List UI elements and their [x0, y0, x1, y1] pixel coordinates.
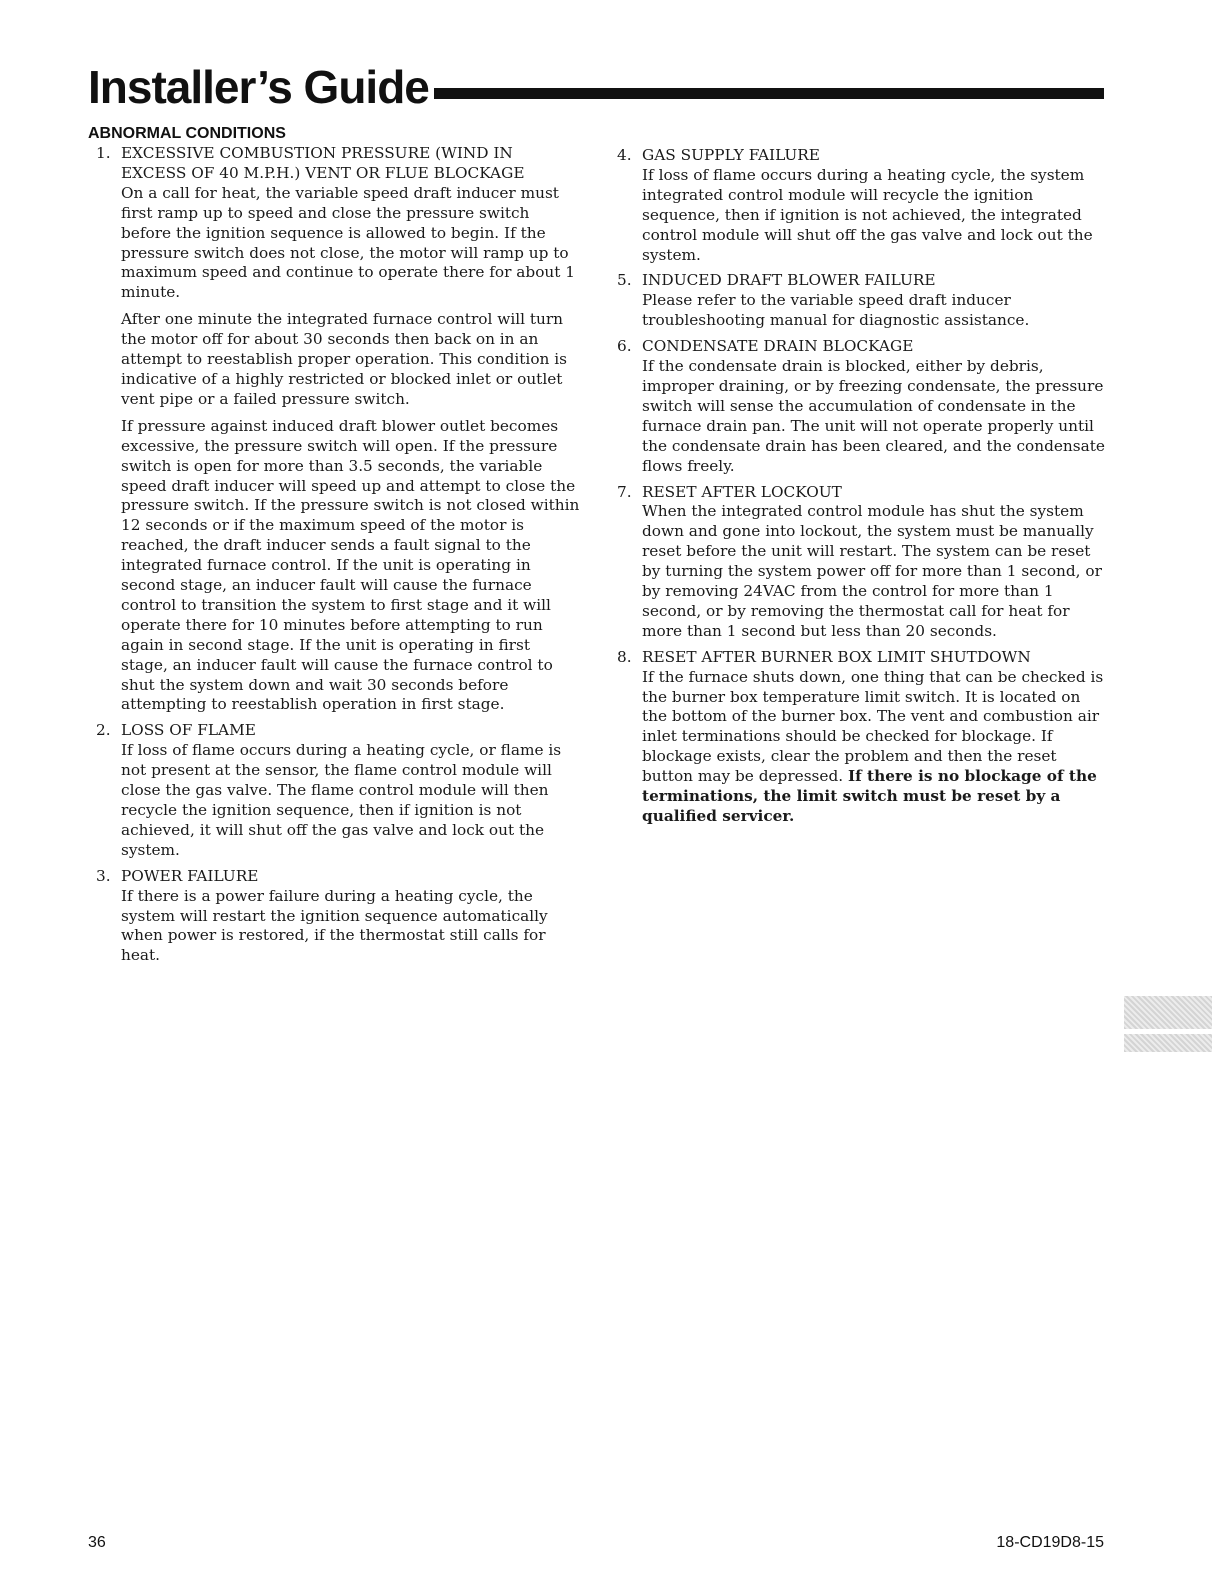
page-header — [88, 62, 1104, 112]
item-number: 7. — [617, 482, 632, 501]
item-paragraph: If pressure against induced draft blower outlet becomes excessive, the pressure switch will open. If the pressure switch is open for more than 3.5 seconds, the variable speed draft inducer will speed up and attempt to close the pressure switch. If the pressure switch is not closed within 12 seconds or if the maximum speed of the motor is reached, the draft inducer sends a fault signal to the integrated furnace control. If the unit is operating in second stage, an inducer fault will cause the furnace control to transition the system to first stage and it will operate there for 10 minutes before attempting to run again in second stage. If the unit is operating in first stage, an inducer fault will cause the furnace control to shut the system down and wait 30 seconds before attempting to reestablish operation in first stage. — [121, 416, 580, 714]
page-number: 36 — [88, 1534, 106, 1551]
scan-artifact — [1124, 1034, 1212, 1052]
condition-item-7 — [617, 483, 1107, 642]
left-column — [96, 144, 580, 972]
section-heading: ABNORMAL CONDITIONS — [88, 125, 286, 142]
item-title: INDUCED DRAFT BLOWER FAILURE — [642, 271, 936, 290]
item-body: If the condensate drain is blocked, either by debris, improper draining, or by freezing condensate, the pressure switch will sense the accumulation of condensate in the furnace drain pan. The unit will not operate properly until the condensate drain has been cleared, and the condensate flows freely. — [642, 357, 1105, 475]
condition-item-2 — [96, 721, 580, 860]
condition-item-5 — [617, 271, 1107, 331]
item-body-warning: If there is no blockage of the terminations, the limit switch must be reset by a qualified servicer. — [642, 767, 1097, 825]
header-rule — [434, 88, 1104, 99]
item-number: 3. — [96, 866, 111, 885]
item-paragraph: After one minute the integrated furnace control will turn the motor off for about 30 seconds then back on in an attempt to reestablish proper operation. This condition is indicative of a highly restricted or blocked inlet or outlet vent pipe or a failed pressure switch. — [121, 310, 567, 408]
item-number: 1. — [96, 144, 111, 162]
item-title: POWER FAILURE — [121, 866, 259, 885]
item-number: 6. — [617, 337, 632, 356]
item-number: 5. — [617, 271, 632, 290]
item-body-text: If the furnace shuts down, one thing that can be checked is the burner box temperature limit switch. It is located on the bottom of the burner box. The vent and combustion air inlet terminations should be checked for blockage. If blockage exists, clear the problem and then the reset button may be depressed. — [642, 667, 1104, 786]
item-title-line-1: EXCESSIVE COMBUSTION PRESSURE (WIND IN — [121, 144, 513, 162]
item-body — [642, 668, 1107, 827]
item-title: LOSS OF FLAME — [121, 721, 256, 740]
item-body: When the integrated control module has shut the system down and gone into lockout, the system must be manually reset before the unit will restart. The system can be reset by turning the system power off for more than 1 second, or by removing 24VAC from the control for more than 1 second, or by removing the thermostat call for heat for more than 1 second but less than 20 seconds. — [642, 502, 1102, 640]
item-body: If there is a power failure during a heating cycle, the system will restart the ignition sequence automatically when power is restored, if the thermostat still calls for heat. — [121, 886, 548, 965]
item-number: 2. — [96, 721, 111, 740]
item-title: RESET AFTER LOCKOUT — [642, 482, 842, 501]
item-title-line-2: EXCESS OF 40 M.P.H.) VENT OR FLUE BLOCKAGE — [121, 163, 525, 182]
condition-item-1 — [96, 144, 580, 715]
condition-item-6 — [617, 337, 1107, 476]
right-column — [617, 146, 1107, 833]
condition-item-4 — [617, 146, 1107, 265]
condition-item-3 — [96, 867, 580, 967]
item-body: If loss of flame occurs during a heating cycle, or flame is not present at the sensor, the flame control module will close the gas valve. The flame control module will then recycle the ignition sequence, then if ignition is not achieved, it will shut off the gas valve and lock out the system. — [121, 741, 562, 859]
item-title: CONDENSATE DRAIN BLOCKAGE — [642, 337, 914, 356]
item-number: 8. — [617, 647, 632, 666]
item-title: RESET AFTER BURNER BOX LIMIT SHUTDOWN — [642, 647, 1031, 666]
item-paragraph: On a call for heat, the variable speed draft inducer must first ramp up to speed and close the pressure switch before the ignition sequence is allowed to begin. If the pressure switch does not close, the motor will ramp up to maximum speed and continue to operate there for about 1 minute. — [121, 183, 575, 302]
page-title: Installer’s Guide — [88, 61, 429, 113]
item-body: Please refer to the variable speed draft inducer troubleshooting manual for diagnostic assistance. — [642, 291, 1030, 330]
document-id: 18-CD19D8-15 — [996, 1534, 1104, 1551]
item-body: If loss of flame occurs during a heating cycle, the system integrated control module will recycle the ignition sequence, then if ignition is not achieved, the integrated control module will shut off the gas valve and lock out the system. — [642, 165, 1093, 264]
scan-artifact — [1124, 996, 1212, 1029]
condition-item-8 — [617, 648, 1107, 827]
item-number: 4. — [617, 146, 632, 164]
item-title: GAS SUPPLY FAILURE — [642, 146, 820, 164]
